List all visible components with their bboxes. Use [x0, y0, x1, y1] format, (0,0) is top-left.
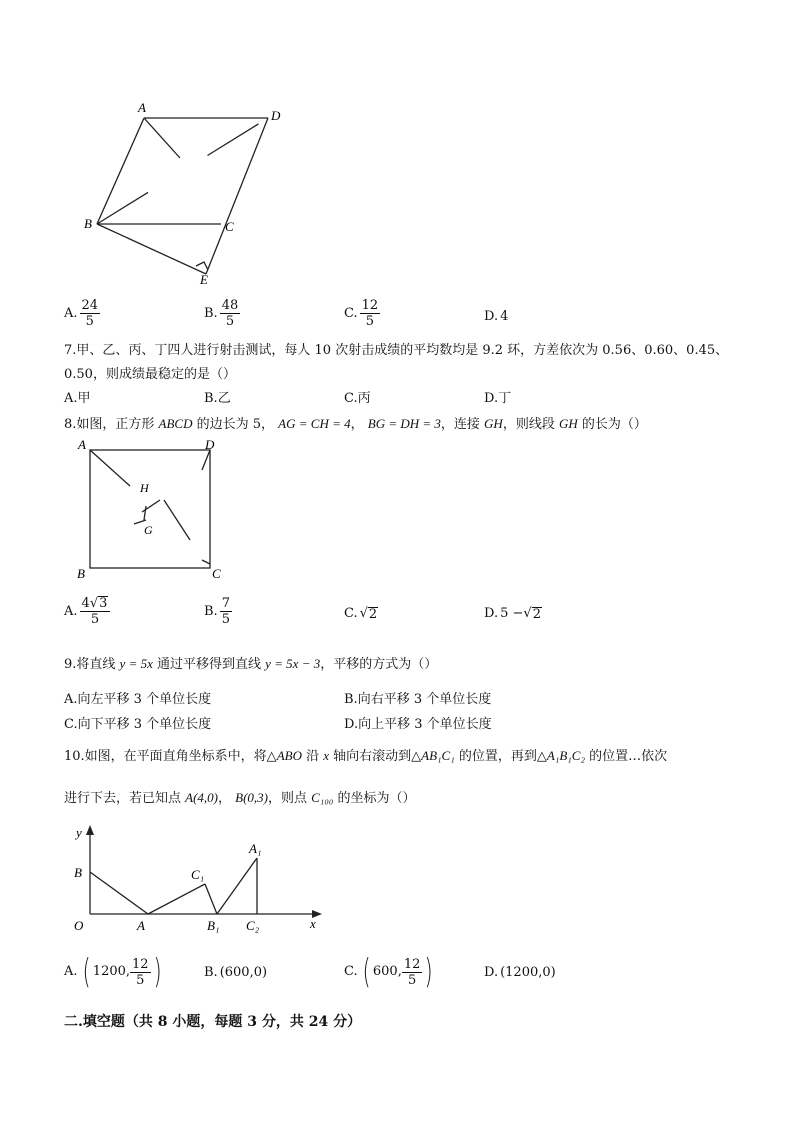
q9-option-b[interactable]: B. 向右平移 3 个单位长度 [344, 692, 492, 707]
fraction: $\frac{12}{5}$ [361, 298, 379, 329]
q9-stem: 9.将直线 y = 5x 通过平移得到直线 y = 5x − 3，平移的方式为（） [64, 656, 438, 672]
q10-label-b: B [74, 865, 82, 880]
q9-option-a[interactable]: A. 向左平移 3 个单位长度 [64, 692, 212, 707]
q10-figure [70, 822, 332, 934]
q7-option-c[interactable]: C. 丙 [344, 391, 371, 406]
q8-label-a: A [78, 437, 86, 452]
section-heading: 二.填空题（共 8 小题，每题 3 分，共 24 分） [64, 1014, 362, 1030]
q10-stem-line2: 进行下去，若已知点 A(4,0)， B(0,3)，则点 C₁₀₀ 的坐标为（） [64, 790, 416, 806]
q6-label-b: B [84, 216, 92, 231]
fraction: $\frac{12}{5}$ [132, 956, 149, 988]
fraction: $\frac{4√3}{5}$ [80, 596, 111, 627]
q10-option-c[interactable]: C. ( 600, $\frac{12}{5}$ ) [344, 952, 434, 992]
q7-option-a[interactable]: A. 甲 [64, 391, 91, 406]
q8-label-g: G [144, 523, 153, 537]
q8-option-c[interactable]: C. √ 2 [344, 606, 378, 622]
q7-option-b[interactable]: B. 乙 [204, 391, 231, 406]
q10-label-a1: A₁ [249, 841, 262, 856]
fraction: $\frac{48}{5}$ [221, 298, 239, 329]
q8-option-a[interactable]: A. $\frac{4√3}{5}$ [64, 596, 110, 627]
q8-stem: 8.如图，正方形 ABCD 的边长为 5， AG = CH = 4， BG = DH = 3，连接 GH，则线段 GH 的长为（） [64, 416, 647, 432]
q8-label-d: D [205, 437, 215, 452]
q10-label-y: y [76, 825, 82, 840]
fraction: $\frac{7}{5}$ [221, 596, 230, 627]
q6-option-b[interactable]: B. $\frac{48}{5}$ [204, 298, 239, 329]
q6-option-d[interactable]: D. 4 [484, 309, 509, 324]
q8-option-b[interactable]: B. $\frac{7}{5}$ [204, 596, 230, 627]
q10-stem-line1: 10.如图，在平面直角坐标系中，将△ABO 沿 x 轴向右滚动到△AB₁C₁ 的位置，再到△A₁B₁C₂ 的位置…依次 [64, 748, 668, 764]
q6-label-d: D [271, 108, 281, 123]
q7-stem-line2: 0.50，则成绩最稳定的是（） [64, 367, 236, 382]
q6-label-e: E [200, 272, 208, 287]
q6-figure [80, 98, 290, 288]
q10-label-x: x [310, 916, 316, 931]
q6-option-a[interactable]: A. $\frac{24}{5}$ [64, 298, 99, 329]
q10-label-c2: C₂ [246, 918, 260, 933]
q6-label-c: C [225, 219, 234, 234]
q10-label-a: A [137, 918, 145, 933]
q7-option-d[interactable]: D. 丁 [484, 391, 512, 406]
q10-option-b[interactable]: B. (600,0) [204, 965, 268, 980]
q6-label-a: A [138, 100, 146, 115]
q8-option-d[interactable]: D. 5 − √ 2 [484, 606, 541, 622]
q8-label-h: H [140, 481, 149, 495]
q9-option-c[interactable]: C. 向下平移 3 个单位长度 [64, 717, 212, 732]
q10-label-b1: B₁ [207, 918, 220, 933]
q10-option-a[interactable]: A. ( 1200, $\frac{12}{5}$ ) [64, 952, 162, 992]
q10-label-c1: C₁ [191, 867, 205, 882]
fraction: $\frac{24}{5}$ [81, 298, 99, 329]
q9-option-d[interactable]: D. 向上平移 3 个单位长度 [344, 717, 492, 732]
q10-label-o: O [74, 918, 84, 933]
y-axis-arrow-icon [86, 825, 94, 835]
fraction: $\frac{12}{5}$ [403, 956, 421, 988]
q8-label-c: C [212, 566, 221, 581]
q7-stem-line1: 7.甲、乙、丙、丁四人进行射击测试，每人 10 次射击成绩的平均数均是 9.2 环，方差依次为 0.56、0.60、0.45、 [64, 343, 729, 358]
q8-figure [72, 436, 232, 584]
q10-option-d[interactable]: D. (1200,0) [484, 965, 556, 980]
q6-option-c[interactable]: C. $\frac{12}{5}$ [344, 298, 379, 329]
q8-label-b: B [77, 566, 85, 581]
